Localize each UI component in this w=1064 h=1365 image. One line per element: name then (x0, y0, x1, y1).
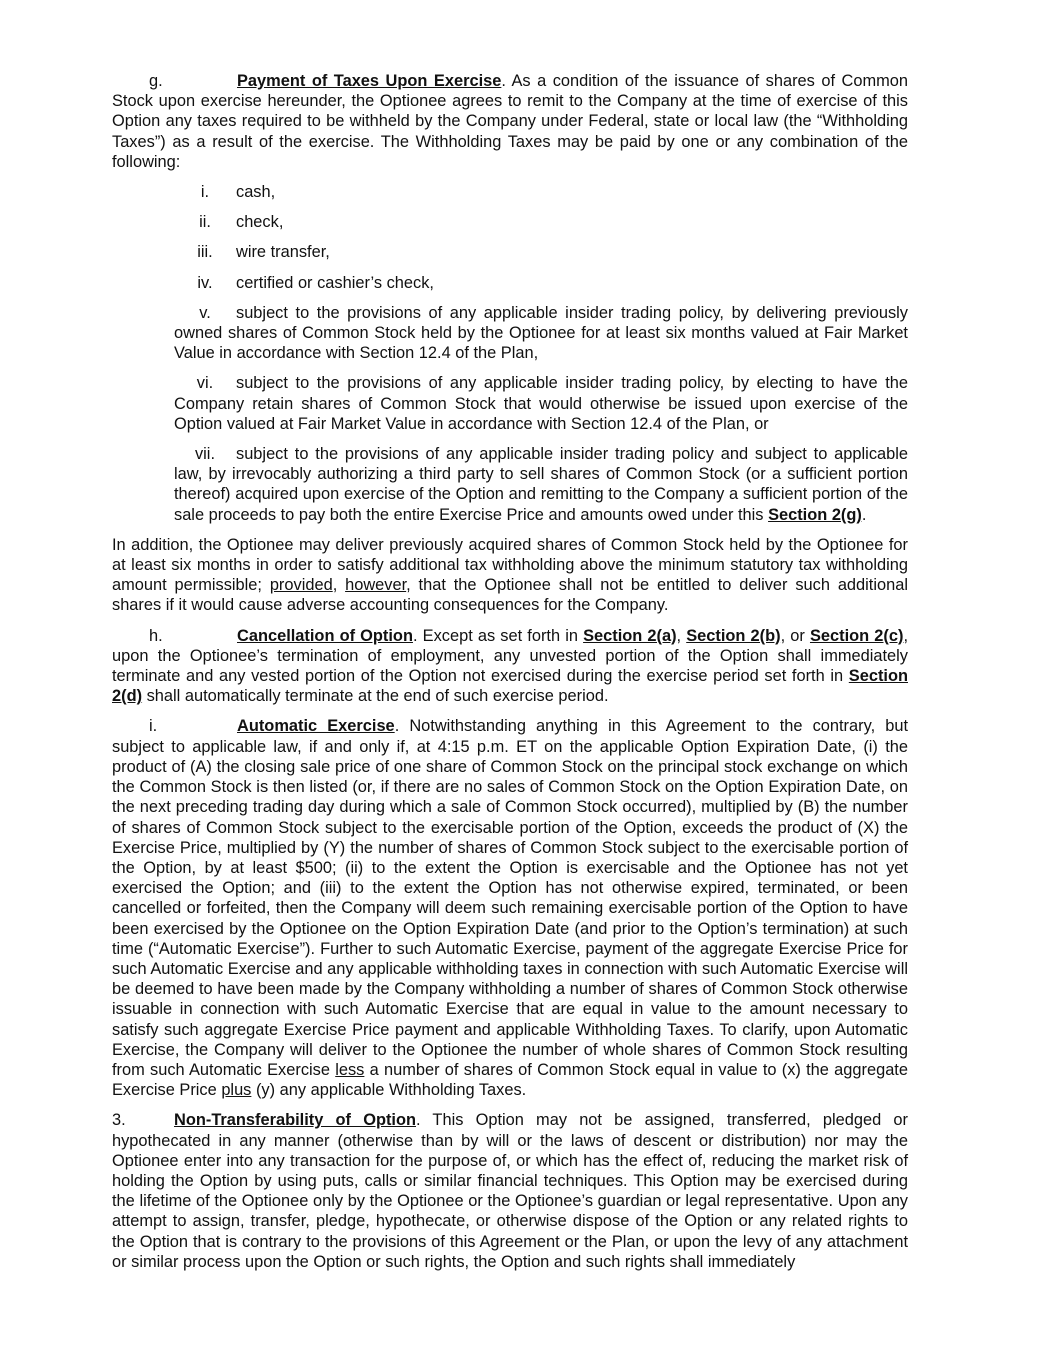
section-3-text: . This Option may not be assigned, transferred, pledged or hypothecated in any manner (otherwise than by will or the laws of descent or distribution) nor may the Optionee enter into any transaction for the purpose of, or which has the effect of, reducing the market risk of holding the Option by using puts, calls or similar financial techniques. This Option may be exercised during the lifetime of the Optionee only by the Optionee or the Optionee’s guardian or legal representative. Upon any attempt to assign, transfer, pledge, hypothecate, or otherwise dispose of the Option or any related rights to the Option that is contrary to the provisions of this Agreement or the Plan, or upon the levy of any attachment or similar process upon the Option or such rights, the Option and such rights shall immediately (112, 1111, 908, 1271)
section-3-number: 3. (112, 1111, 126, 1130)
less-term: less (335, 1060, 365, 1079)
section-g-number: g. (149, 72, 163, 90)
provided-term: provided (269, 576, 333, 595)
additional-text-2: , that the Optionee shall not be entitled to deliver such additional shares if it would cause adverse accounting consequences for the Company. (112, 576, 908, 615)
section-reference: Section 2(d) (112, 667, 908, 706)
list-item-tail: . (861, 505, 867, 524)
list-item (174, 303, 908, 364)
section-h-number: h. (149, 626, 163, 645)
list-item-number: vii. (194, 445, 216, 464)
list-item (174, 212, 908, 232)
plus-term: plus (221, 1081, 252, 1100)
section-h-text: , (676, 626, 687, 645)
withholding-payment-list (174, 182, 908, 525)
list-item (174, 444, 908, 525)
list-item-number: v. (199, 303, 211, 322)
section-3-title: Non-Transferability of Option (174, 1111, 416, 1130)
list-item-text: subject to the provisions of any applicable insider trading policy, by delivering previously owned shares of Common Stock held by the Optionee for at least six months valued at Fair Market Value in accordance with Section 12.4 of the Plan, (174, 303, 908, 363)
section-3-paragraph (112, 1110, 908, 1272)
additional-text-1: In addition, the Optionee may deliver previously acquired shares of Common Stock held by the Optionee for at least six months in order to satisfy additional tax withholding above the minimum statutory tax withholding amount permissible; (112, 535, 908, 595)
list-item-number: iv. (197, 273, 213, 292)
section-reference: Section 2(g) (768, 505, 862, 524)
list-item-number: i. (200, 183, 210, 202)
section-i-text: . Notwithstanding anything in this Agreement to the contrary, but subject to applicable law, if and only if, at 4:15 p.m. ET on the applicable Option Expiration Date, (i) the product of (A) the closing sale price of one share of Common Stock on the principal stock exchange on which the Common Stock is then listed (or, if there are no sales of Common Stock on the Option Expiration Date, on the next preceding trading day during which a sale of Common Stock occurred), multiplied by (B) the number of shares of Common Stock subject to the exercisable portion of the Option, exceeds the product of (X) the Exercise Price, multiplied by (Y) the number of shares of Common Stock subject to the exercisable portion of the Option, by at least $500; (ii) to the extent the Option is exercisable and the Optionee has not yet exercised the Option; and (iii) to the extent the Option has not otherwise expired, terminated, or been cancelled or forfeited, then the Company will deem such remaining exercisable portion of the Option to have been exercised by the Optionee on the Option Expiration Date (and prior to the Option’s termination) at such time (“Automatic Exercise”). Further to such Automatic Exercise, payment of the aggregate Exercise Price for such Automatic Exercise and any applicable withholding taxes in connection with such Automatic Exercise will be deemed to have been made by the Company withholding a number of shares of Common Stock otherwise issuable in connection with such Automatic Exercise that are equal in value to the amount necessary to satisfy such aggregate Exercise Price payment and applicable Withholding Taxes. To clarify, upon Automatic Exercise, the Company will deliver to the Optionee the number of whole shares of Common Stock resulting from such Automatic Exercise (112, 717, 909, 1079)
section-reference: Section 2(a) (583, 626, 677, 645)
section-reference: Section 2(b) (686, 626, 781, 645)
however-term: however (345, 576, 407, 595)
list-item (174, 242, 908, 262)
list-item-text: wire transfer, (236, 243, 330, 262)
list-item-text: cash, (236, 183, 276, 202)
section-i-title: Automatic Exercise (237, 717, 395, 736)
section-h-text: , or (780, 626, 810, 645)
list-item-number: ii. (199, 213, 211, 232)
section-reference: Section 2(c) (809, 626, 904, 645)
section-h-text: shall automatically terminate at the end of such exercise period. (142, 687, 609, 706)
section-h-paragraph (112, 626, 908, 707)
section-g-title: Payment of Taxes Upon Exercise (237, 72, 502, 90)
section-h-title: Cancellation of Option (237, 626, 413, 645)
list-item-text: check, (236, 213, 284, 232)
list-item (174, 373, 908, 434)
section-i-text: (y) any applicable Withholding Taxes. (251, 1081, 527, 1100)
section-i-text: a number of shares of Common Stock equal in value to (x) the aggregate Exercise Price (112, 1060, 908, 1100)
list-item (174, 182, 908, 202)
section-i-paragraph (112, 716, 908, 1100)
document-page (112, 71, 908, 1272)
section-g-paragraph (112, 71, 908, 172)
additional-comma: , (332, 576, 346, 595)
section-h-text: . Except as set forth in (412, 626, 584, 645)
list-item-text: subject to the provisions of any applicable insider trading policy and subject to applicable law, by irrevocably authorizing a third party to sell shares of Common Stock (or a sufficient portion thereof) acquired upon exercise of the Option and remitting to the Company a sufficient portion of the sale proceeds to pay both the entire Exercise Price and amounts owed under this (174, 445, 908, 524)
section-h-text: , upon the Optionee’s termination of employment, any unvested portion of the Option shall immediately terminate and any vested portion of the Option not exercised during the exercise period set forth in (112, 626, 908, 686)
additional-shares-paragraph (112, 535, 908, 616)
list-item (174, 273, 908, 293)
list-item-number: iii. (197, 243, 213, 262)
list-item-text: subject to the provisions of any applicable insider trading policy, by electing to have the Company retain shares of Common Stock that would otherwise be issued upon exercise of the Option valued at Fair Market Value in accordance with Section 12.4 of the Plan, or (174, 374, 908, 433)
list-item-number: vi. (196, 374, 214, 393)
section-i-number: i. (149, 717, 158, 736)
list-item-text: certified or cashier’s check, (236, 273, 434, 292)
section-g-text: . As a condition of the issuance of shares of Common Stock upon exercise hereunder, the Optionee agrees to remit to the Company at the time of exercise of this Option any taxes required to be withheld by the Company under Federal, state or local law (the “Withholding Taxes”) as a result of the exercise. The Withholding Taxes may be paid by one or any combination of the following: (112, 72, 908, 171)
